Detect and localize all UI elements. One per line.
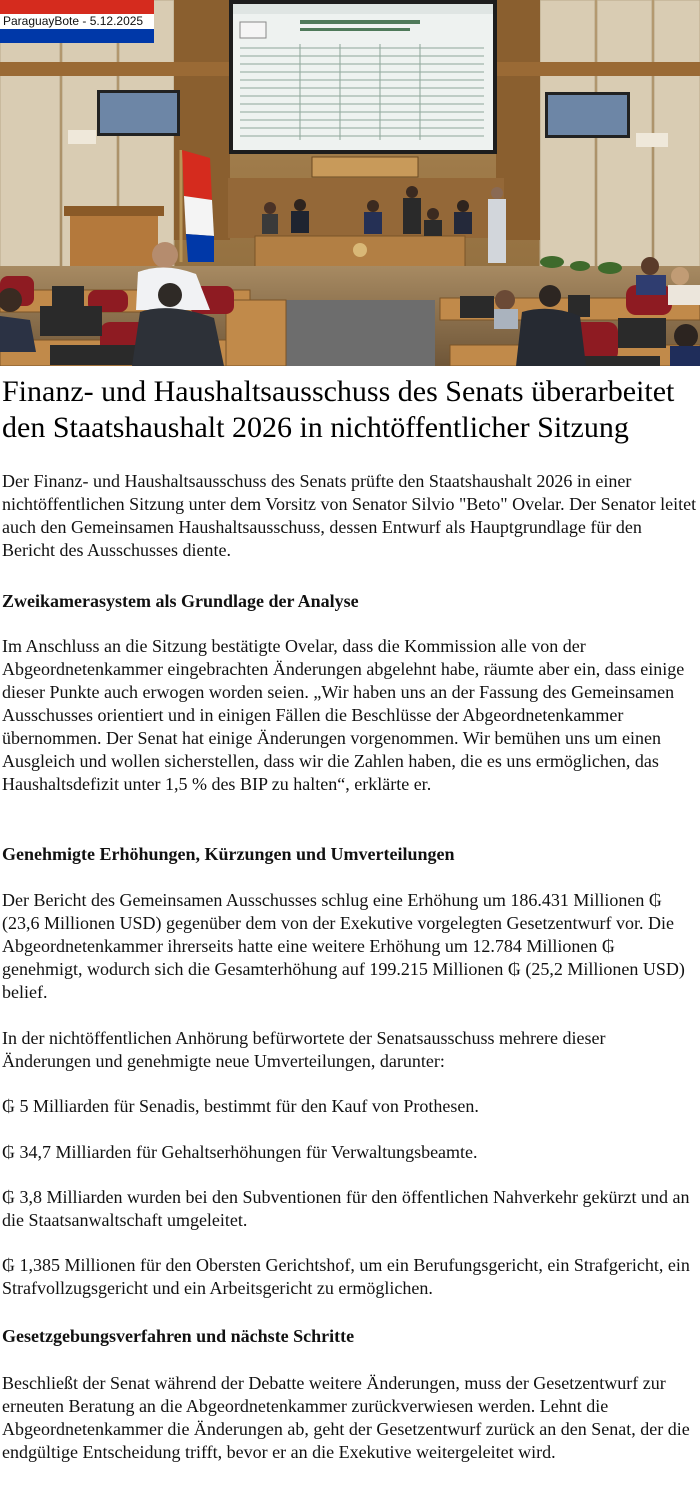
section-2-paragraph-1: Der Bericht des Gemeinsamen Ausschusses schlug eine Erhöhung um 186.431 Millionen ₲ (23,6 Millionen USD) gegenüber dem von der Exekutive vorgelegten Gesetzentwurf vor. Die Abgeordnetenkammer ihrerseits hatte eine weitere Erhöhung um 12.784 Millionen ₲ genehmigt, wodurch sich die Gesamterhöhung auf 199.215 Millionen ₲ (25,2 Millionen USD) belief. xyxy=(2,890,685,1002)
section-heading-1: Zweikamerasystem als Grundlage der Analyse xyxy=(2,591,359,611)
section-heading-3: Gesetzgebungsverfahren und nächste Schritte xyxy=(2,1326,355,1346)
section-heading-2: Genehmigte Erhöhungen, Kürzungen und Umverteilungen xyxy=(2,844,455,864)
hero-photo xyxy=(0,0,700,366)
badge-text: ParaguayBote - 5.12.2025 xyxy=(3,14,144,28)
source-date-badge xyxy=(0,0,154,43)
section-1-paragraph: Im Anschluss an die Sitzung bestätigte Ovelar, dass die Kommission alle von der Abgeordnetenkammer eingebrachten Änderungen abgelehnt habe, räumte aber ein, dass einige dieser Punkte auch erwogen worden seien. „Wir haben uns an der Fassung des Gemeinsamen Ausschusses orientiert und in einigen Fällen die Beschlüsse der Abgeordnetenkammer übernommen. Der Senat hat einige Änderungen vorgenommen. Wir bemühen uns um einen Ausgleich und wollen sicherstellen, dass wir die Zahlen haben, die es uns ermöglichen, das Haushaltsdefizit unter 1,5 % des BIP zu halten“, erklärte er. xyxy=(2,636,685,794)
list-item: ₲ 3,8 Milliarden wurden bei den Subventionen für den öffentlichen Nahverkehr gekürzt und an die Staatsanwaltschaft umgeleitet. xyxy=(2,1187,690,1230)
article-title: Finanz- und Haushaltsausschuss des Senats überarbeitet den Staatshaushalt 2026 in nichtöffentlicher Sitzung xyxy=(2,375,675,444)
flag-stripe-blue xyxy=(0,29,154,43)
flag-stripe-red xyxy=(0,0,154,14)
list-item: ₲ 5 Milliarden für Senadis, bestimmt für den Kauf von Prothesen. xyxy=(2,1096,479,1116)
section-2-paragraph-2: In der nichtöffentlichen Anhörung befürwortete der Senatsausschuss mehrere dieser Änderungen und genehmigte neue Umverteilungen, darunter: xyxy=(2,1028,606,1071)
senate-chamber-image xyxy=(0,0,700,366)
list-item: ₲ 1,385 Millionen für den Obersten Gerichtshof, um ein Berufungsgericht, ein Strafgericht, ein Strafvollzugsgericht und ein Arbeitsgericht zu ermöglichen. xyxy=(2,1255,690,1298)
section-3-paragraph: Beschließt der Senat während der Debatte weitere Änderungen, muss der Gesetzentwurf zur erneuten Beratung an die Abgeordnetenkammer zurückverwiesen werden. Lehnt die Abgeordnetenkammer die Änderungen ab, geht der Gesetzentwurf zurück an den Senat, der die endgültige Entscheidung trifft, bevor er an die Exekutive weitergeleitet wird. xyxy=(2,1373,690,1462)
intro-paragraph: Der Finanz- und Haushaltsausschuss des Senats prüfte den Staatshaushalt 2026 in einer nichtöffentlichen Sitzung unter dem Vorsitz von Senator Silvio "Beto" Ovelar. Der Senator leitet auch den Gemeinsamen Haushaltsausschuss, dessen Entwurf als Hauptgrundlage für den Bericht des Ausschusses diente. xyxy=(2,471,697,560)
list-item: ₲ 34,7 Milliarden für Gehaltserhöhungen für Verwaltungsbeamte. xyxy=(2,1142,478,1162)
